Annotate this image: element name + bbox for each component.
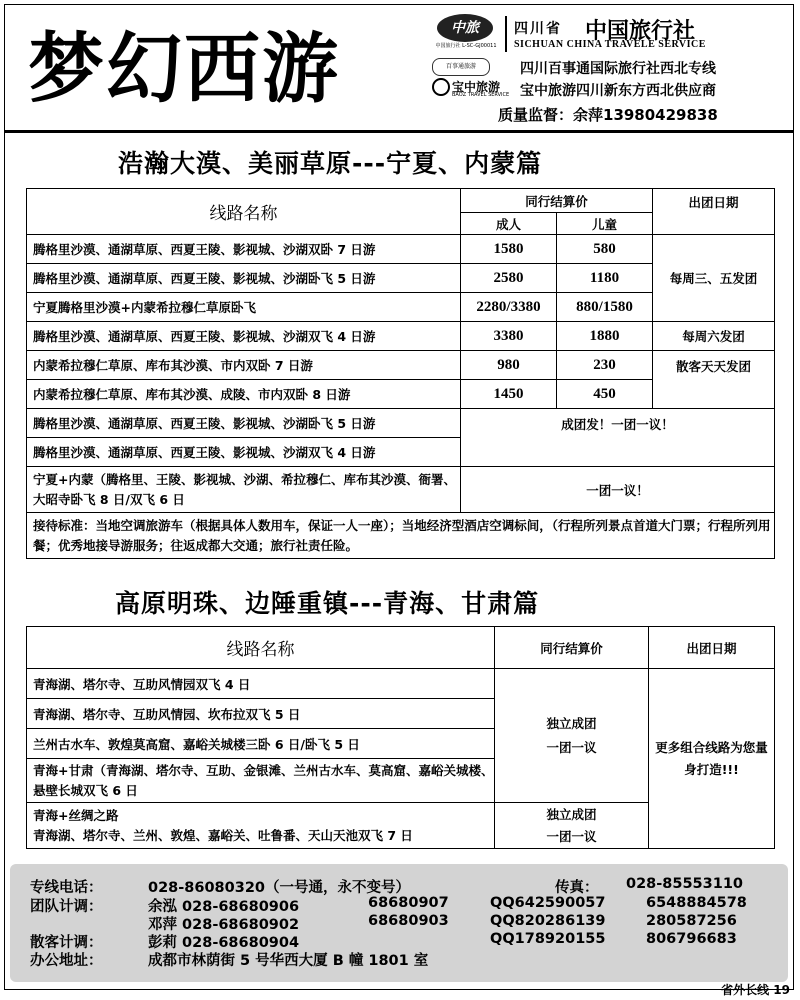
departure-date: 更多组合线路为您量身打造!!! xyxy=(649,669,775,849)
baozhong-mark-icon xyxy=(432,78,450,96)
partner-logo-baozhong xyxy=(432,78,512,98)
merged-note: 一团一议！ xyxy=(461,467,775,513)
col-route-header: 线路名称 xyxy=(27,189,461,235)
col-child-header: 儿童 xyxy=(557,213,653,235)
page-tag: 省外长线 19 xyxy=(721,983,790,997)
route-name: 腾格里沙漠、通湖草原、西夏王陵、影视城、沙湖卧飞 5 日游 xyxy=(27,409,461,438)
team-qq: QQ642590057 xyxy=(490,895,606,911)
hotline-label: 专线电话： xyxy=(30,880,103,896)
section2-title: 高原明珠、边陲重镇---青海、甘肃篇 xyxy=(115,589,540,618)
single-label: 散客计调： xyxy=(30,935,103,951)
header-rule xyxy=(5,130,793,133)
fax-label: 传真： xyxy=(555,880,599,896)
agency-line-2: 宝中旅游四川新东方西北供应商 xyxy=(520,83,716,99)
adult-price: 2280/3380 xyxy=(461,293,557,322)
col-date-header: 出团日期 xyxy=(653,189,775,235)
price-line: 一团一议 xyxy=(546,739,597,755)
reception-standard: 接待标准：当地空调旅游车（根据具体人数用车，保证一人一座）；当地经济型酒店空调标间，（行程所列景点首道大门票；行程所列用餐；优秀地接导游服务；往返成都大交通；旅行社责任险。 xyxy=(27,513,775,559)
adult-price: 980 xyxy=(461,351,557,380)
route-name: 腾格里沙漠、通湖草原、西夏王陵、影视城、沙湖双飞 4 日游 xyxy=(27,322,461,351)
col-price-header: 同行结算价 xyxy=(461,189,653,213)
adult-price: 1450 xyxy=(461,380,557,409)
settlement-price xyxy=(495,669,649,803)
price-line: 一团一议 xyxy=(546,828,597,844)
agency-logo-caption: 中国旅行社 L-SC-GJ00011 xyxy=(435,43,497,49)
col-route-header: 线路名称 xyxy=(27,627,495,669)
route-name: 兰州古水车、敦煌莫高窟、嘉峪关城楼三卧 6 日/卧飞 5 日 xyxy=(27,729,495,759)
team-extra: 280587256 xyxy=(646,913,737,929)
cits-name: 中国旅行社 xyxy=(585,18,696,44)
baozhong-logo-english: BAOZ TRAVEL SERVICE xyxy=(452,92,510,98)
brand-title: 梦幻西游 xyxy=(28,24,340,113)
province-label: 四川省 xyxy=(514,21,562,37)
departure-date: 每周三、五发团 xyxy=(653,235,775,322)
route-name: 腾格里沙漠、通湖草原、西夏王陵、影视城、沙湖双卧 7 日游 xyxy=(27,235,461,264)
team-label: 团队计调： xyxy=(30,899,103,915)
price-line: 独立成团 xyxy=(546,806,597,822)
route-name: 内蒙希拉穆仁草原、库布其沙漠、成陵、市内双卧 8 日游 xyxy=(27,380,461,409)
fax-number: 028-85553110 xyxy=(626,876,743,892)
route-name: 腾格里沙漠、通湖草原、西夏王陵、影视城、沙湖卧飞 5 日游 xyxy=(27,264,461,293)
agency-logo: 中旅 xyxy=(437,14,493,42)
cits-english-name: SICHUAN CHINA TRAVELE SERVICE xyxy=(514,39,706,50)
route-name: 内蒙希拉穆仁草原、库布其沙漠、市内双卧 7 日游 xyxy=(27,351,461,380)
baozhong-logo-text: 宝中旅游 xyxy=(452,80,501,94)
route-name: 腾格里沙漠、通湖草原、西夏王陵、影视城、沙湖双飞 4 日游 xyxy=(27,438,461,467)
route-name: 青海湖、塔尔寺、互助风情园双飞 4 日 xyxy=(27,669,495,699)
route-name: 青海+甘肃（青海湖、塔尔寺、互助、金银滩、兰州古水车、莫高窟、嘉峪关城楼、悬壁长城双飞 6 日 xyxy=(27,759,495,803)
team-alt-phone: 68680907 xyxy=(368,895,449,911)
departure-date: 散客天天发团 xyxy=(653,351,775,409)
settlement-price xyxy=(495,803,649,849)
route-name: 宁夏腾格里沙漠+内蒙希拉穆仁草原卧飞 xyxy=(27,293,461,322)
team-contact: 余泓 028-68680906 xyxy=(148,899,300,915)
child-price: 1880 xyxy=(557,322,653,351)
col-date-header: 出团日期 xyxy=(649,627,775,669)
qinghai-gansu-table xyxy=(26,626,775,849)
address-text: 成都市林荫街 5 号华西大厦 B 幢 1801 室 xyxy=(148,953,429,969)
team-alt-phone: 68680903 xyxy=(368,913,449,929)
child-price: 450 xyxy=(557,380,653,409)
section1-title: 浩瀚大漠、美丽草原---宁夏、内蒙篇 xyxy=(118,149,543,178)
child-price: 580 xyxy=(557,235,653,264)
team-qq: QQ820286139 xyxy=(490,913,606,929)
child-price: 1180 xyxy=(557,264,653,293)
single-qq: QQ178920155 xyxy=(490,931,606,947)
col-price-header: 同行结算价 xyxy=(495,627,649,669)
route-name: 青海+丝绸之路 青海湖、塔尔寺、兰州、敦煌、嘉峪关、吐鲁番、天山天池双飞 7 日 xyxy=(27,803,495,849)
adult-price: 1580 xyxy=(461,235,557,264)
departure-date: 每周六发团 xyxy=(653,322,775,351)
route-name: 宁夏+内蒙（腾格里、王陵、影视城、沙湖、希拉穆仁、库布其沙漠、衙署、大昭寺卧飞 8 日/双飞 6 日 xyxy=(27,467,461,513)
partner-logo-baishitong: 百事通旅游 xyxy=(432,58,490,76)
adult-price: 2580 xyxy=(461,264,557,293)
header-divider xyxy=(505,16,507,52)
adult-price: 3380 xyxy=(461,322,557,351)
address-label: 办公地址： xyxy=(30,953,103,969)
single-contact: 彭莉 028-68680904 xyxy=(148,935,300,951)
team-contact: 邓萍 028-68680902 xyxy=(148,917,300,933)
child-price: 880/1580 xyxy=(557,293,653,322)
hotline-number: 028-86080320（一号通，永不变号） xyxy=(148,880,410,896)
price-line: 独立成团 xyxy=(546,715,597,731)
child-price: 230 xyxy=(557,351,653,380)
route-name: 青海湖、塔尔寺、互助风情园、坎布拉双飞 5 日 xyxy=(27,699,495,729)
merged-note: 成团发！一团一议！ xyxy=(461,409,775,467)
quality-supervision: 质量监督：余萍13980429838 xyxy=(498,106,718,124)
col-adult-header: 成人 xyxy=(461,213,557,235)
ningxia-neimeng-table xyxy=(26,188,775,559)
agency-line-1: 四川百事通国际旅行社西北专线 xyxy=(520,61,716,77)
single-extra: 806796683 xyxy=(646,931,737,947)
team-extra: 6548884578 xyxy=(646,895,747,911)
